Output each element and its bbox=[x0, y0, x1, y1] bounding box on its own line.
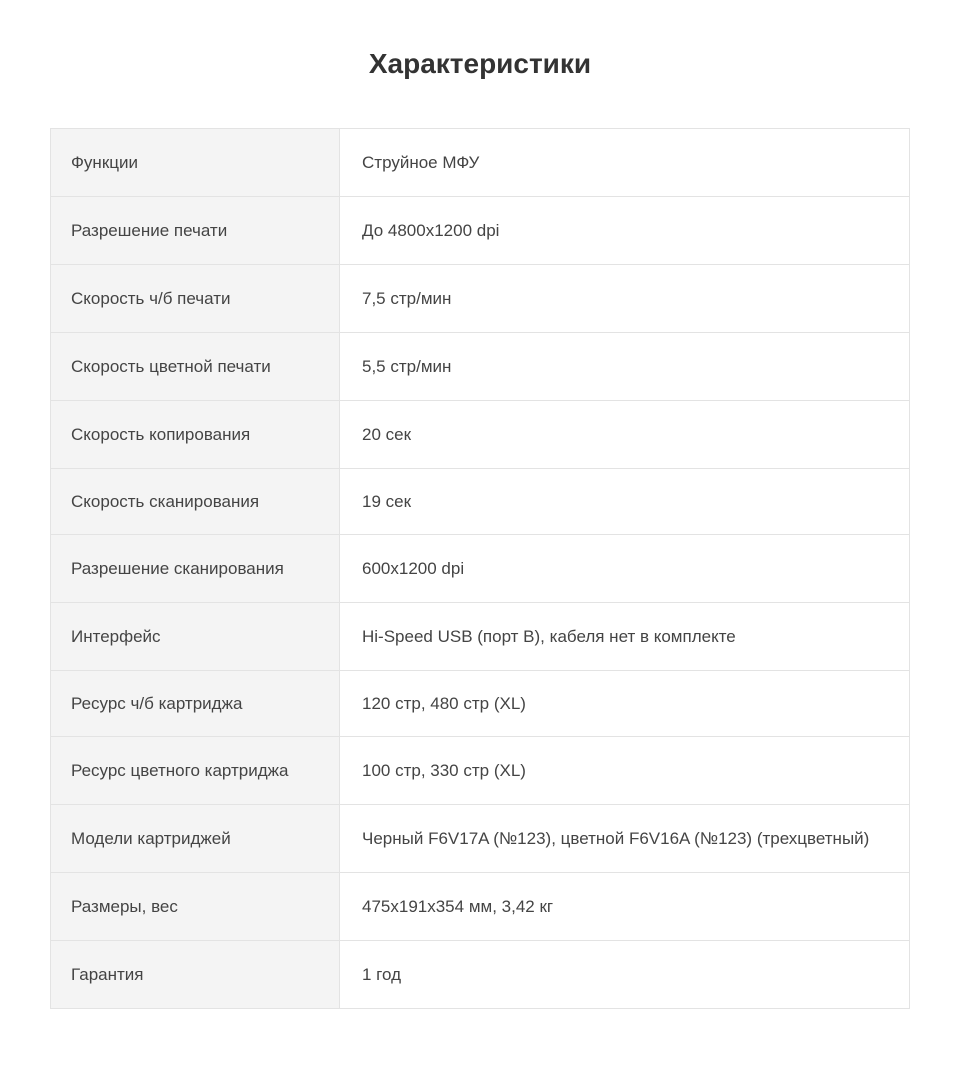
spec-row-bw-print-speed bbox=[51, 265, 910, 333]
spec-value: Hi-Speed USB (порт B), кабеля нет в комплекте bbox=[340, 603, 910, 671]
spec-value: 100 стр, 330 стр (XL) bbox=[340, 737, 910, 805]
spec-row-scan-resolution bbox=[51, 535, 910, 603]
spec-row-copy-speed bbox=[51, 401, 910, 469]
spec-value: 600x1200 dpi bbox=[340, 535, 910, 603]
spec-row-print-resolution bbox=[51, 197, 910, 265]
spec-label: Размеры, вес bbox=[51, 873, 340, 941]
spec-row-cartridge-models bbox=[51, 805, 910, 873]
spec-value: 5,5 стр/мин bbox=[340, 333, 910, 401]
spec-row-warranty bbox=[51, 941, 910, 1009]
spec-row-bw-cartridge-yield bbox=[51, 671, 910, 737]
spec-label: Скорость ч/б печати bbox=[51, 265, 340, 333]
spec-value: 7,5 стр/мин bbox=[340, 265, 910, 333]
spec-label: Интерфейс bbox=[51, 603, 340, 671]
spec-value: 1 год bbox=[340, 941, 910, 1009]
spec-label: Скорость цветной печати bbox=[51, 333, 340, 401]
spec-label: Модели картриджей bbox=[51, 805, 340, 873]
specs-table bbox=[50, 128, 910, 1009]
spec-value: 19 сек bbox=[340, 469, 910, 535]
spec-value: 475x191x354 мм, 3,42 кг bbox=[340, 873, 910, 941]
spec-label: Разрешение сканирования bbox=[51, 535, 340, 603]
spec-label: Ресурс ч/б картриджа bbox=[51, 671, 340, 737]
spec-value: 120 стр, 480 стр (XL) bbox=[340, 671, 910, 737]
spec-label: Гарантия bbox=[51, 941, 340, 1009]
spec-row-functions bbox=[51, 129, 910, 197]
spec-row-interface bbox=[51, 603, 910, 671]
spec-value: Черный F6V17A (№123), цветной F6V16A (№123) (трехцветный) bbox=[340, 805, 910, 873]
spec-value: 20 сек bbox=[340, 401, 910, 469]
spec-row-dimensions-weight bbox=[51, 873, 910, 941]
page-title: Характеристики bbox=[368, 48, 592, 79]
spec-label: Скорость сканирования bbox=[51, 469, 340, 535]
spec-label: Скорость копирования bbox=[51, 401, 340, 469]
spec-value: Струйное МФУ bbox=[340, 129, 910, 197]
spec-value: До 4800x1200 dpi bbox=[340, 197, 910, 265]
spec-label: Функции bbox=[51, 129, 340, 197]
spec-row-scan-speed bbox=[51, 469, 910, 535]
spec-row-color-cartridge-yield bbox=[51, 737, 910, 805]
spec-label: Ресурс цветного картриджа bbox=[51, 737, 340, 805]
spec-row-color-print-speed bbox=[51, 333, 910, 401]
spec-label: Разрешение печати bbox=[51, 197, 340, 265]
